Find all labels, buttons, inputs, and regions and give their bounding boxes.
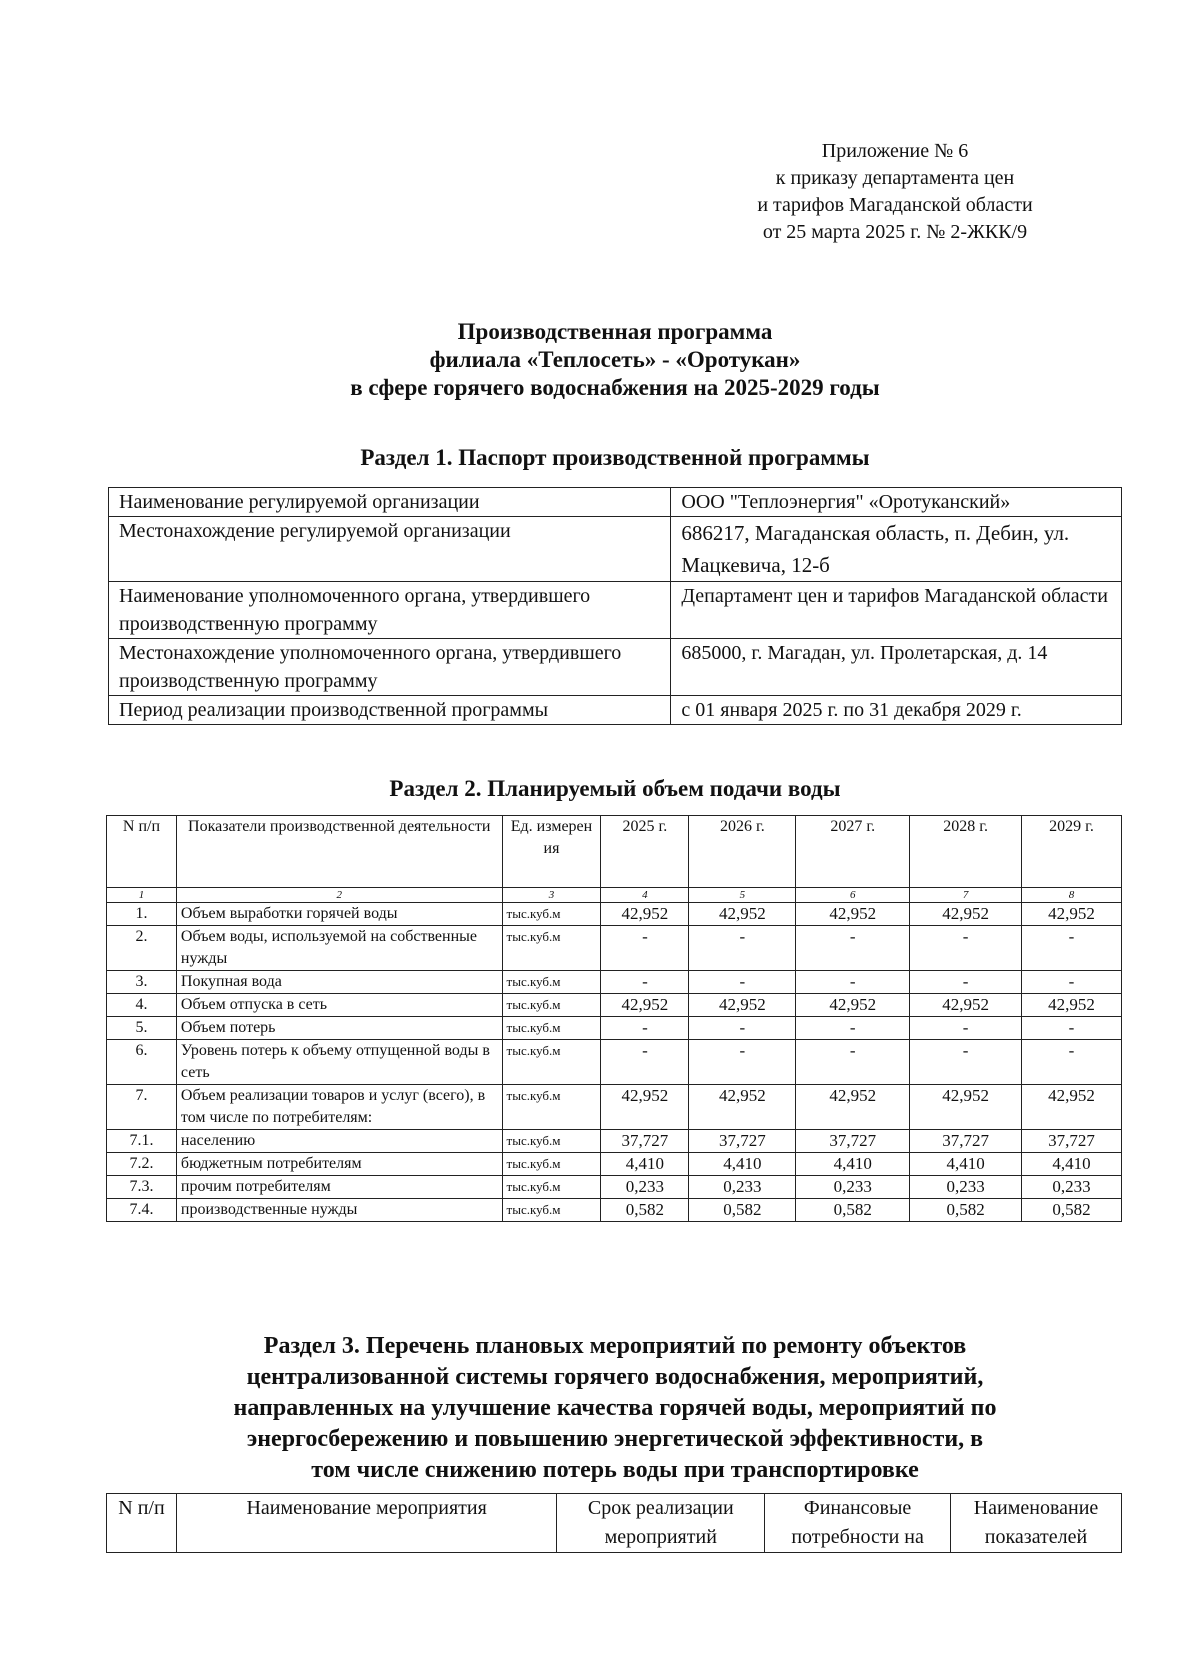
passport-value: с 01 января 2025 г. по 31 декабря 2029 г.: [671, 696, 1122, 725]
row-unit: тыс.куб.м: [502, 1040, 601, 1085]
row-value: -: [601, 971, 689, 994]
table-header-row: [107, 816, 1122, 888]
row-value: 37,727: [601, 1130, 689, 1153]
row-value: 42,952: [1022, 994, 1122, 1017]
section3-title: Раздел 3. Перечень плановых мероприятий по ремонту объектов централизованной системы горячего водоснабжения, мероприятий, направленных на улучшение качества горячей воды, мероприятий по энергосбережению и повышению энергетической эффективности, в том числе снижению потерь воды при транспортировке: [233, 1333, 997, 1483]
row-indicator: Покупная вода: [176, 971, 502, 994]
column-index-row: [107, 888, 1122, 903]
table-row: [107, 1040, 1122, 1085]
row-indicator: бюджетным потребителям: [176, 1153, 502, 1176]
row-unit: тыс.куб.м: [502, 994, 601, 1017]
row-value: 37,727: [689, 1130, 796, 1153]
row-unit: тыс.куб.м: [502, 1085, 601, 1130]
row-value: -: [910, 926, 1022, 971]
row-value: -: [601, 1040, 689, 1085]
row-unit: тыс.куб.м: [502, 1130, 601, 1153]
appendix-line: и тарифов Магаданской области: [757, 194, 1033, 216]
row-number: 7.2.: [107, 1153, 177, 1176]
row-value: 4,410: [601, 1153, 689, 1176]
table-row: [107, 1017, 1122, 1040]
row-value: -: [796, 1040, 910, 1085]
row-value: -: [796, 926, 910, 971]
row-indicator: Объем потерь: [176, 1017, 502, 1040]
row-unit: тыс.куб.м: [502, 926, 601, 971]
header-unit: Ед. измерен ия: [502, 816, 601, 888]
passport-label: Период реализации производственной программы: [109, 696, 671, 725]
row-value: 4,410: [1022, 1153, 1122, 1176]
passport-table: [108, 487, 1122, 725]
row-value: 37,727: [910, 1130, 1022, 1153]
table-row: [109, 582, 1122, 639]
table-row: [107, 1176, 1122, 1199]
row-value: -: [601, 926, 689, 971]
row-unit: тыс.куб.м: [502, 1176, 601, 1199]
row-value: 42,952: [910, 1085, 1022, 1130]
table-row: [107, 926, 1122, 971]
passport-label: Местонахождение уполномоченного органа, утвердившего производственную программу: [109, 639, 671, 696]
passport-value: 686217, Магаданская область, п. Дебин, ул. Мацкевича, 12-б: [671, 517, 1122, 582]
appendix-line: от 25 марта 2025 г. № 2-ЖКК/9: [762, 221, 1028, 243]
row-value: -: [796, 971, 910, 994]
row-number: 7.3.: [107, 1176, 177, 1199]
row-number: 4.: [107, 994, 177, 1017]
section1-title: Раздел 1. Паспорт производственной программы: [360, 445, 870, 470]
row-value: 4,410: [689, 1153, 796, 1176]
row-number: 1.: [107, 903, 177, 926]
row-unit: тыс.куб.м: [502, 971, 601, 994]
row-value: -: [689, 971, 796, 994]
row-indicator: прочим потребителям: [176, 1176, 502, 1199]
table-row: [107, 1199, 1122, 1222]
table-row: [107, 971, 1122, 994]
row-number: 7.1.: [107, 1130, 177, 1153]
table-row: [107, 1085, 1122, 1130]
table-row: [109, 517, 1122, 582]
passport-value: Департамент цен и тарифов Магаданской области: [671, 582, 1122, 639]
row-value: 42,952: [689, 994, 796, 1017]
row-value: 0,582: [1022, 1199, 1122, 1222]
row-number: 7.4.: [107, 1199, 177, 1222]
header-indicator: Показатели производственной деятельности: [176, 816, 502, 888]
passport-label: Наименование регулируемой организации: [109, 488, 671, 517]
header-term: Срок реализации мероприятий: [557, 1494, 765, 1553]
table-row: [109, 696, 1122, 725]
row-value: 42,952: [601, 903, 689, 926]
col-index: 5: [689, 888, 796, 903]
row-value: 0,233: [689, 1176, 796, 1199]
row-indicator: Объем выработки горячей воды: [176, 903, 502, 926]
row-number: 3.: [107, 971, 177, 994]
row-indicator: производственные нужды: [176, 1199, 502, 1222]
row-value: 42,952: [910, 994, 1022, 1017]
passport-label: Наименование уполномоченного органа, утвердившего производственную программу: [109, 582, 671, 639]
water-supply-table: [106, 815, 1122, 1222]
col-index: 7: [910, 888, 1022, 903]
row-value: 42,952: [689, 1085, 796, 1130]
row-value: -: [689, 926, 796, 971]
header-year: 2029 г.: [1022, 816, 1122, 888]
row-value: 42,952: [1022, 903, 1122, 926]
appendix-line: к приказу департамента цен: [775, 167, 1015, 189]
program-title: Производственная программа филиала «Теплосеть» - «Оротукан» в сфере горячего водоснабжения на 2025-2029 годы: [350, 319, 880, 400]
header-indicators: Наименование показателей: [951, 1494, 1122, 1553]
row-value: 42,952: [796, 994, 910, 1017]
row-value: 42,952: [689, 903, 796, 926]
table-row: [107, 903, 1122, 926]
row-value: -: [689, 1040, 796, 1085]
row-value: 0,582: [689, 1199, 796, 1222]
row-value: -: [601, 1017, 689, 1040]
row-value: 0,233: [796, 1176, 910, 1199]
header-num: N п/п: [107, 816, 177, 888]
table-header-row: [107, 1494, 1122, 1553]
row-indicator: Объем реализации товаров и услуг (всего), в том числе по потребителям:: [176, 1085, 502, 1130]
row-number: 5.: [107, 1017, 177, 1040]
row-value: -: [910, 971, 1022, 994]
table-row: [109, 488, 1122, 517]
row-value: 42,952: [796, 1085, 910, 1130]
row-value: -: [796, 1017, 910, 1040]
table-row: [107, 1130, 1122, 1153]
row-indicator: населению: [176, 1130, 502, 1153]
table-row: [107, 994, 1122, 1017]
passport-label: Местонахождение регулируемой организации: [109, 517, 671, 582]
row-value: -: [1022, 971, 1122, 994]
row-value: -: [1022, 926, 1122, 971]
table-row: [107, 1153, 1122, 1176]
row-value: 0,582: [910, 1199, 1022, 1222]
row-value: 42,952: [601, 994, 689, 1017]
row-value: -: [910, 1040, 1022, 1085]
col-index: 3: [502, 888, 601, 903]
row-value: 37,727: [1022, 1130, 1122, 1153]
measures-table: [106, 1493, 1122, 1553]
col-index: 6: [796, 888, 910, 903]
col-index: 8: [1022, 888, 1122, 903]
row-unit: тыс.куб.м: [502, 1153, 601, 1176]
header-year: 2025 г.: [601, 816, 689, 888]
section2-title: Раздел 2. Планируемый объем подачи воды: [389, 776, 841, 801]
header-finance: Финансовые потребности на: [765, 1494, 951, 1553]
table-row: [109, 639, 1122, 696]
col-index: 4: [601, 888, 689, 903]
row-value: 37,727: [796, 1130, 910, 1153]
row-unit: тыс.куб.м: [502, 1017, 601, 1040]
col-index: 2: [176, 888, 502, 903]
header-year: 2026 г.: [689, 816, 796, 888]
row-value: -: [910, 1017, 1022, 1040]
row-number: 6.: [107, 1040, 177, 1085]
appendix-header: [700, 138, 1090, 246]
row-value: 42,952: [796, 903, 910, 926]
col-index: 1: [107, 888, 177, 903]
row-value: 0,582: [601, 1199, 689, 1222]
passport-value: ООО "Теплоэнергия" «Оротуканский»: [671, 488, 1122, 517]
row-value: 0,233: [1022, 1176, 1122, 1199]
row-value: 0,233: [910, 1176, 1022, 1199]
row-value: -: [1022, 1017, 1122, 1040]
row-value: 42,952: [910, 903, 1022, 926]
row-unit: тыс.куб.м: [502, 1199, 601, 1222]
row-value: 0,582: [796, 1199, 910, 1222]
row-number: 7.: [107, 1085, 177, 1130]
row-indicator: Объем воды, используемой на собственные нужды: [176, 926, 502, 971]
header-num: N п/п: [107, 1494, 177, 1553]
appendix-line: Приложение № 6: [821, 140, 969, 162]
row-value: 4,410: [910, 1153, 1022, 1176]
row-value: 42,952: [601, 1085, 689, 1130]
row-indicator: Объем отпуска в сеть: [176, 994, 502, 1017]
passport-value: 685000, г. Магадан, ул. Пролетарская, д. 14: [671, 639, 1122, 696]
row-unit: тыс.куб.м: [502, 903, 601, 926]
row-indicator: Уровень потерь к объему отпущенной воды в сеть: [176, 1040, 502, 1085]
row-value: 0,233: [601, 1176, 689, 1199]
header-name: Наименование мероприятия: [176, 1494, 556, 1553]
row-number: 2.: [107, 926, 177, 971]
row-value: 42,952: [1022, 1085, 1122, 1130]
row-value: 4,410: [796, 1153, 910, 1176]
header-year: 2027 г.: [796, 816, 910, 888]
header-year: 2028 г.: [910, 816, 1022, 888]
row-value: -: [689, 1017, 796, 1040]
row-value: -: [1022, 1040, 1122, 1085]
